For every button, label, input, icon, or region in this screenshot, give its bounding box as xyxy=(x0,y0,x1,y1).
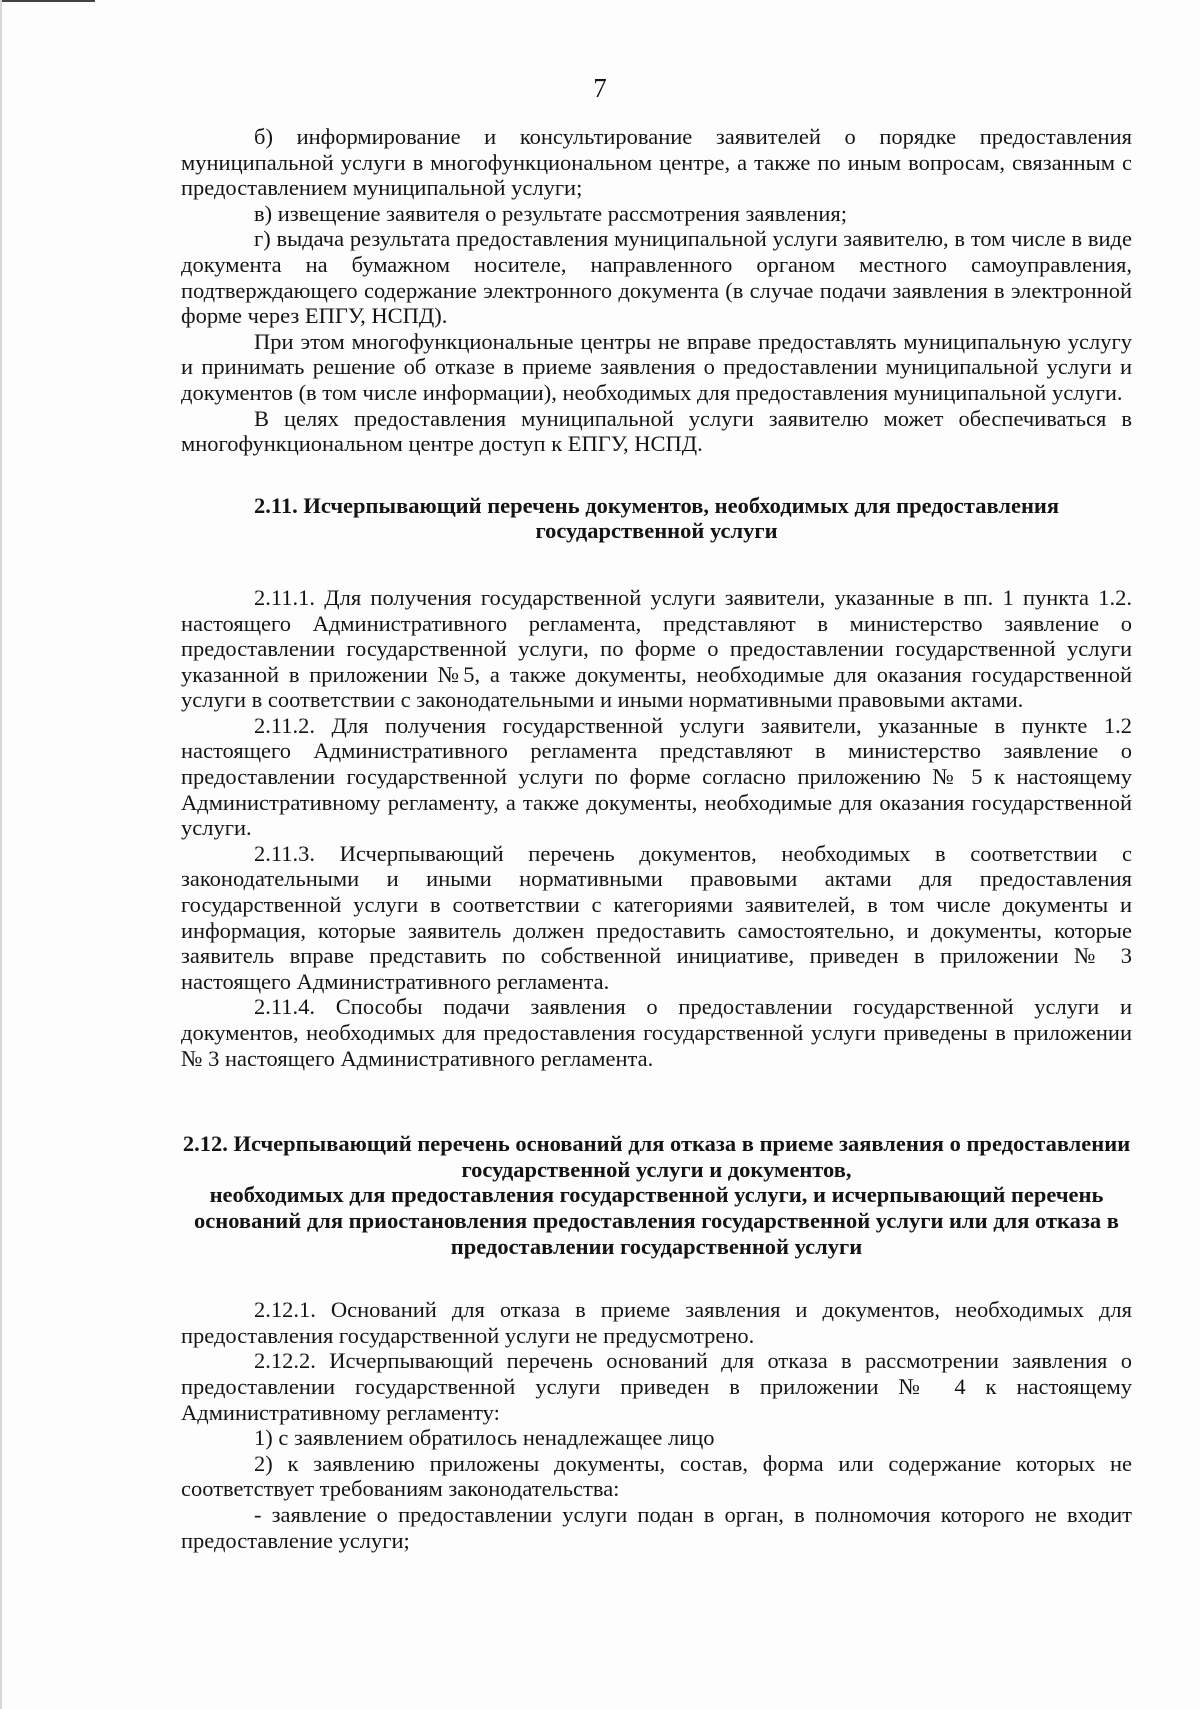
paragraph-2-11-1: 2.11.1. Для получения государственной услуги заявители, указанные в пп. 1 пункта 1.2. настоящего Административного регламента, представляют в министерство заявление о предоставлении государственной услуги, по форме о предоставлении государственной услуги указанной в приложении №5, а также документы, необходимые для оказания государственной услуги в соответствии с законодательными и иными нормативными правовыми актами. xyxy=(181,584,1132,713)
spacer xyxy=(181,1071,1132,1131)
document-body xyxy=(181,124,1132,1553)
paragraph-2-12-1: 2.12.1. Оснований для отказа в приеме заявления и документов, необходимых для предоставления государственной услуги не предусмотрено. xyxy=(181,1297,1132,1348)
paragraph-notification: в) извещение заявителя о результате рассмотрения заявления; xyxy=(254,200,847,226)
paragraph-informing: б) информирование и консультирование заявителей о порядке предоставления муниципальной услуги в многофункциональном центре, а также по иным вопросам, связанным с предоставлением муниципальной услуги; xyxy=(181,124,1132,201)
spacer xyxy=(181,544,1132,585)
page-number: 7 xyxy=(593,73,607,103)
paragraph-2-11-3: 2.11.3. Исчерпывающий перечень документов, необходимых в соответствии с законодательными и иными нормативными правовыми актами для предоставления государственной услуги в соответствии с категориями заявителей, в том числе документы и информация, которые заявитель должен предоставить самостоятельно, и документы, которые заявитель вправе представить по собственной инициативе, приведен в приложении № 3 настоящего Административного регламента. xyxy=(181,840,1132,994)
paragraph-2-12-2: 2.12.2. Исчерпывающий перечень оснований для отказа в рассмотрении заявления о предоставлении государственной услуги приведен в приложении № 4 к настоящему Административному регламенту: xyxy=(181,1348,1132,1425)
scan-edge-mark xyxy=(0,0,95,2)
paragraph-mfc-restrictions: При этом многофункциональные центры не вправе предоставлять муниципальную услугу и принимать решение об отказе в приеме заявления о предоставлении муниципальной услуги и документов (в том числе информации), необходимых для предоставления муниципальной услуги. xyxy=(181,328,1132,405)
spacer xyxy=(181,457,1132,493)
list-item-nonconforming-documents: 2) к заявлению приложены документы, состав, форма или содержание которых не соответствует требованиям законодательства: xyxy=(181,1450,1132,1502)
scan-edge-shadow xyxy=(0,0,2,1709)
paragraph-2-11-2: 2.11.2. Для получения государственной услуги заявители, указанные в пункте 1.2 настоящего Административного регламента представляют в министерство заявление о предоставлении государственной услуги по форме согласно приложению № 5 к настоящему Административному регламенту, а также документы, необходимые для оказания государственной услуги. xyxy=(181,712,1132,841)
section-heading-2-11: 2.11. Исчерпывающий перечень документов, необходимых для предоставления государственной услуги xyxy=(253,492,1060,544)
list-item-improper-person: 1) с заявлением обратилось ненадлежащее лицо xyxy=(254,1425,715,1451)
section-heading-2-12-part1: 2.12. Исчерпывающий перечень оснований для отказа в приеме заявления о предоставлении государственной услуги и документов, xyxy=(182,1131,1131,1182)
paragraph-2-11-4: 2.11.4. Способы подачи заявления о предоставлении государственной услуги и документов, необходимых для предоставления государственной услуги приведены в приложении № 3 настоящего Административного регламента. xyxy=(181,994,1132,1071)
section-heading-2-12-part2: необходимых для предоставления государственной услуги, и исчерпывающий перечень оснований для приостановления предоставления государственной услуги или для отказа в предоставлении государственной услуги xyxy=(194,1182,1119,1259)
paragraph-epgu-access: В целях предоставления муниципальной услуги заявителю может обеспечиваться в многофункциональном центре доступ к ЕПГУ, НСПД. xyxy=(181,405,1132,457)
paragraph-result-issuance: г) выдача результата предоставления муниципальной услуги заявителю, в том числе в виде документа на бумажном носителе, направленного органом местного самоуправления, подтверждающего содержание электронного документа (в случае подачи заявления в электронной форме через ЕПГУ, НСПД). xyxy=(181,226,1132,329)
spacer xyxy=(181,1259,1132,1297)
list-item-wrong-authority: - заявление о предоставлении услуги подан в орган, в полномочия которого не входит предоставление услуги; xyxy=(181,1501,1132,1553)
